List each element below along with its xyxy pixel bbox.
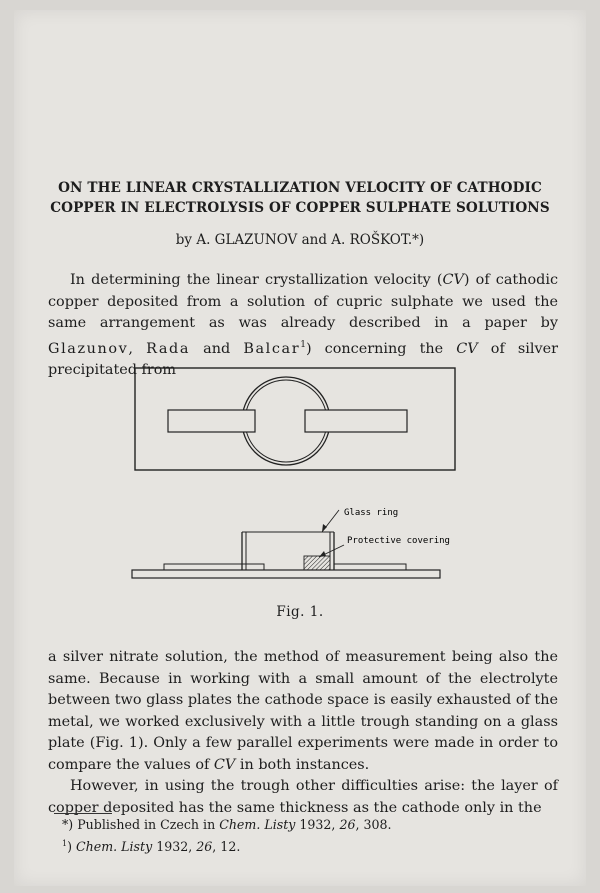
figure-1-diagram	[14, 10, 586, 610]
protective-covering-hatch	[304, 556, 330, 570]
p1-cv: CV	[442, 272, 464, 288]
footnotes	[54, 815, 554, 856]
figure-caption: Fig. 1.	[276, 604, 324, 620]
p1-cv-2: CV	[456, 340, 478, 357]
title-line-1: ON THE LINEAR CRYSTALLIZATION VELOCITY OF CATHODIC	[58, 180, 542, 196]
p3-text: However, in using the trough other difficulties arise: the layer of copper deposited has the same thickness as the cathode only in the	[48, 778, 558, 816]
fn1-journal: Chem. Listy	[219, 817, 296, 832]
footnote-ref-1: 1	[300, 339, 306, 350]
p2-cv: CV	[213, 756, 236, 773]
label-protective-covering: Protective covering	[347, 536, 450, 546]
fn1-prefix: *) Published in Czech in	[62, 817, 220, 832]
p1-text-4: of silver precipitated from	[48, 340, 559, 378]
paper-page	[14, 10, 586, 886]
author-glazunov: Glazunov	[48, 340, 129, 357]
fn2-paren: )	[67, 839, 77, 855]
p1-and: and	[190, 340, 244, 357]
p1-text-3: ) concerning the	[305, 340, 457, 357]
footnote-2	[54, 834, 554, 856]
title-line-2: COPPER IN ELECTROLYSIS OF COPPER SULPHATE SOLUTIONS	[50, 200, 550, 216]
figure-top-view	[135, 368, 455, 470]
fn1-year: 1932,	[295, 817, 340, 832]
article-authors: by A. GLAZUNOV and A. ROŠKOT.*)	[175, 232, 425, 248]
paragraph-method	[48, 647, 558, 819]
fn2-volume: 26	[196, 839, 213, 855]
footnote-1	[54, 815, 554, 834]
fn2-page: , 12.	[212, 839, 241, 855]
author-balcar: Balcar	[243, 340, 301, 357]
figure-side-view	[132, 508, 450, 578]
fn2-year: 1932,	[152, 839, 197, 855]
fn1-page: , 308.	[355, 817, 392, 832]
p2-text: a silver nitrate solution, the method of measurement being also the same. Because in working with a small amount of the electrolyte between two glass plates the cathode space is easily exhausted of the metal, we worked exclusively with a little trough standing on a glass plate (Fig. 1). Only a few parallel experiments were made in order to compare the values of	[48, 649, 558, 773]
p2-end: in both instances.	[235, 756, 370, 773]
label-glass-ring: Glass ring	[344, 508, 399, 518]
fn1-volume: 26	[339, 817, 356, 832]
fn2-journal: Chem. Listy	[76, 839, 153, 855]
p1-comma: ,	[128, 340, 147, 357]
p1-text-2: ) of cathodic copper deposited from a solution of cupric sulphate we used the same arrangement as was already described in a paper by	[48, 272, 559, 331]
p1-text-1: In determining the linear crystallization velocity (	[70, 272, 443, 288]
fn2-mark: 1	[62, 839, 68, 848]
footnote-rule	[54, 813, 112, 814]
author-rada: Rada	[146, 340, 191, 357]
